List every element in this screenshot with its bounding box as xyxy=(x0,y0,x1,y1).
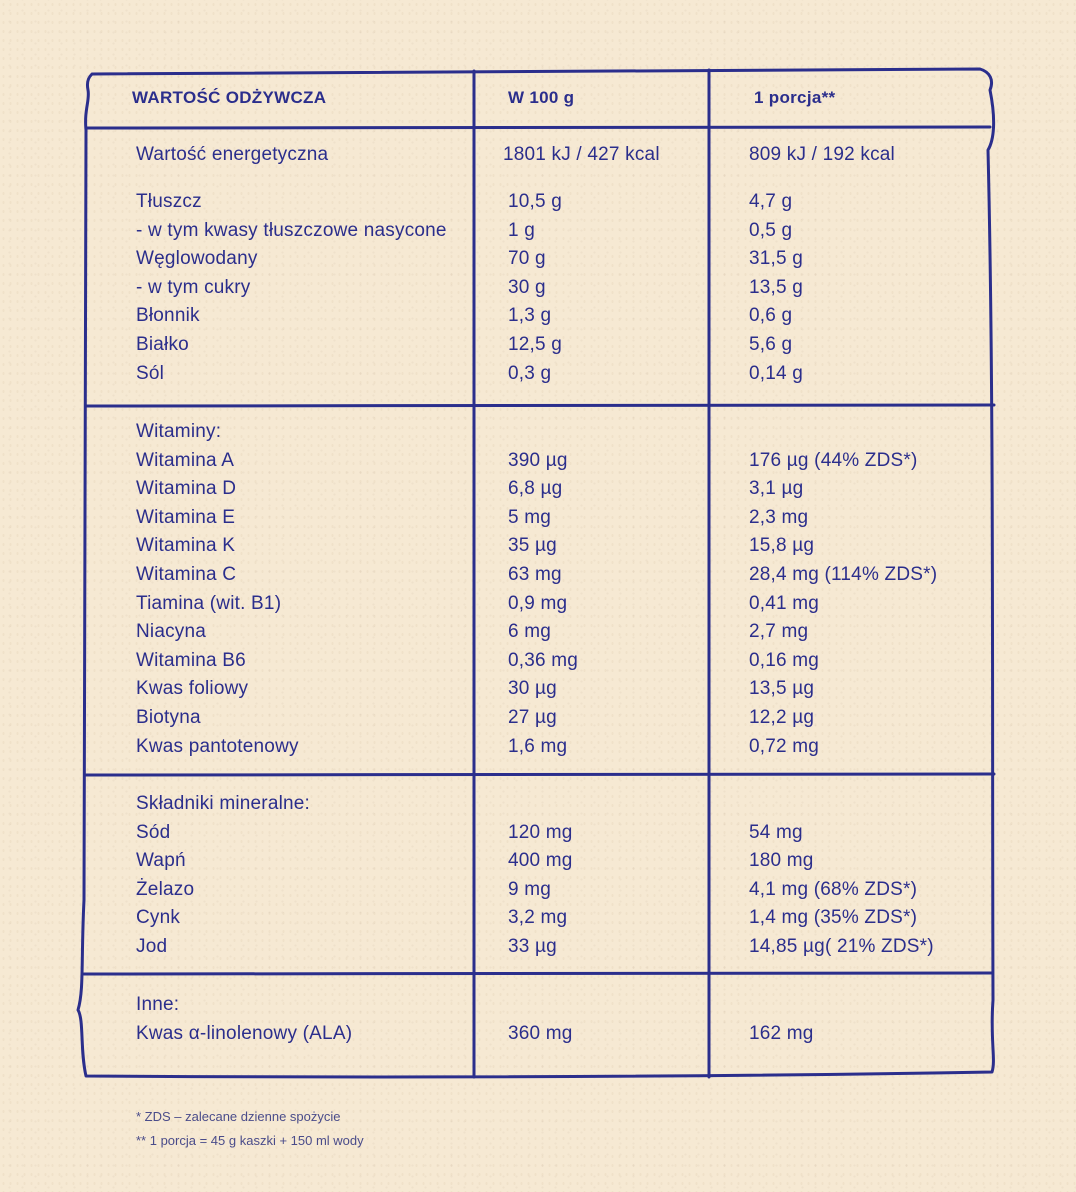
row-per100: 9 mg xyxy=(508,878,552,900)
row-name: Witamina E xyxy=(136,506,236,528)
section-energy-names xyxy=(136,141,328,170)
row-per100: 10,5 g xyxy=(508,191,563,212)
row-portion: 1,4 mg (35% ZDS*) xyxy=(749,907,918,929)
row-name: Witamina B6 xyxy=(136,649,246,671)
row-per100 xyxy=(508,790,573,819)
row-per100: 120 mg xyxy=(508,821,573,843)
row-per100: 400 mg xyxy=(508,850,573,872)
row-name: Tłuszcz xyxy=(136,191,202,212)
row-portion xyxy=(749,991,814,1020)
row-per100: 30 g xyxy=(508,276,546,298)
row-per100: 6 mg xyxy=(508,621,552,643)
section-energy-per100 xyxy=(503,141,660,170)
row-portion: 12,2 µg xyxy=(749,706,815,728)
row-per100: 1 g xyxy=(508,219,536,241)
row-portion: 0,6 g xyxy=(749,305,793,327)
row-per100: 70 g xyxy=(508,248,546,270)
row-portion: 5,6 g xyxy=(749,333,793,355)
row-portion: 3,1 µg xyxy=(749,478,804,500)
header-nutrition-value: WARTOŚĆ ODŻYWCZA xyxy=(132,88,327,107)
section-other-portion xyxy=(749,991,814,1048)
row-per100: 1,3 g xyxy=(508,305,552,327)
row-portion: 14,85 µg( 21% ZDS*) xyxy=(749,935,934,957)
section-macros-portion xyxy=(749,188,803,388)
section-heading-other: Inne: xyxy=(136,994,180,1015)
footnote-portion: ** 1 porcja = 45 g kaszki + 150 ml wody xyxy=(136,1133,364,1148)
row-name: Węglowodany xyxy=(136,248,258,270)
row-portion: 4,7 g xyxy=(749,191,793,212)
row-portion: 31,5 g xyxy=(749,248,804,270)
row-name: Sód xyxy=(136,821,171,843)
footnote-zds: * ZDS – zalecane dzienne spożycie xyxy=(136,1109,341,1124)
row-portion: 176 µg (44% ZDS*) xyxy=(749,449,918,471)
row-portion: 4,1 mg (68% ZDS*) xyxy=(749,878,918,900)
row-portion: 0,16 mg xyxy=(749,649,820,671)
row-name: Kwas foliowy xyxy=(136,678,249,700)
row-per100: 1,6 mg xyxy=(508,735,568,757)
row-per100: 0,3 g xyxy=(508,362,552,384)
row-per100: 1801 kJ / 427 kcal xyxy=(503,144,660,165)
section-other-names xyxy=(136,991,352,1048)
row-name: Wapń xyxy=(136,850,186,872)
section-vitamins-portion xyxy=(749,418,937,761)
row-name: Jod xyxy=(136,935,168,957)
section-macros-per100 xyxy=(508,188,562,388)
section-heading-vitamins: Witaminy: xyxy=(136,421,222,442)
row-name: Witamina D xyxy=(136,478,237,500)
row-name: Biotyna xyxy=(136,706,201,728)
row-per100: 63 mg xyxy=(508,563,562,585)
row-portion: 809 kJ / 192 kcal xyxy=(749,144,895,165)
row-name: - w tym cukry xyxy=(136,276,251,298)
row-name: Kwas pantotenowy xyxy=(136,735,299,757)
section-minerals-portion xyxy=(749,790,934,962)
section-other-per100 xyxy=(508,991,573,1048)
section-heading-minerals: Składniki mineralne: xyxy=(136,793,311,814)
row-per100: 0,9 mg xyxy=(508,592,568,614)
row-portion: 13,5 g xyxy=(749,276,804,298)
header-per-portion: 1 porcja** xyxy=(754,88,836,107)
row-portion: 28,4 mg (114% ZDS*) xyxy=(749,563,938,585)
section-macros-names xyxy=(136,188,447,388)
row-per100: 27 µg xyxy=(508,706,557,728)
row-per100: 12,5 g xyxy=(508,333,563,355)
section-vitamins-names xyxy=(136,418,299,761)
row-portion: 0,5 g xyxy=(749,219,793,241)
row-per100: 6,8 µg xyxy=(508,478,563,500)
row-portion: 162 mg xyxy=(749,1022,814,1044)
row-name: Kwas α-linolenowy (ALA) xyxy=(136,1022,353,1044)
row-name: Białko xyxy=(136,333,189,355)
row-per100: 5 mg xyxy=(508,506,552,528)
row-name: Sól xyxy=(136,362,165,384)
section-vitamins-per100 xyxy=(508,418,578,761)
row-name: Witamina A xyxy=(136,449,235,471)
row-portion: 0,14 g xyxy=(749,362,804,384)
section-minerals-names xyxy=(136,790,310,962)
row-portion: 2,7 mg xyxy=(749,621,809,643)
row-name: Błonnik xyxy=(136,305,200,327)
row-name: Niacyna xyxy=(136,621,207,643)
row-portion: 13,5 µg xyxy=(749,678,815,700)
row-portion: 180 mg xyxy=(749,850,814,872)
row-portion: 54 mg xyxy=(749,821,803,843)
section-minerals-per100 xyxy=(508,790,573,962)
row-name: Żelazo xyxy=(136,878,195,900)
row-per100 xyxy=(508,991,573,1020)
row-per100: 390 µg xyxy=(508,449,568,471)
row-per100: 360 mg xyxy=(508,1022,573,1044)
row-portion xyxy=(749,790,934,819)
row-per100: 30 µg xyxy=(508,678,557,700)
row-name: Witamina K xyxy=(136,535,236,557)
section-energy-portion xyxy=(749,141,895,170)
row-name: - w tym kwasy tłuszczowe nasycone xyxy=(136,219,447,241)
row-portion: 2,3 mg xyxy=(749,506,809,528)
row-per100: 0,36 mg xyxy=(508,649,579,671)
row-name: Witamina C xyxy=(136,563,237,585)
row-portion: 15,8 µg xyxy=(749,535,815,557)
header-per-100g: W 100 g xyxy=(508,88,575,107)
row-portion xyxy=(749,418,937,447)
row-name: Cynk xyxy=(136,907,181,929)
row-per100: 3,2 mg xyxy=(508,907,568,929)
row-per100 xyxy=(508,418,578,447)
row-portion: 0,72 mg xyxy=(749,735,820,757)
row-per100: 33 µg xyxy=(508,935,557,957)
row-portion: 0,41 mg xyxy=(749,592,820,614)
row-name: Tiamina (wit. B1) xyxy=(136,592,282,614)
row-name: Wartość energetyczna xyxy=(136,144,329,165)
row-per100: 35 µg xyxy=(508,535,557,557)
